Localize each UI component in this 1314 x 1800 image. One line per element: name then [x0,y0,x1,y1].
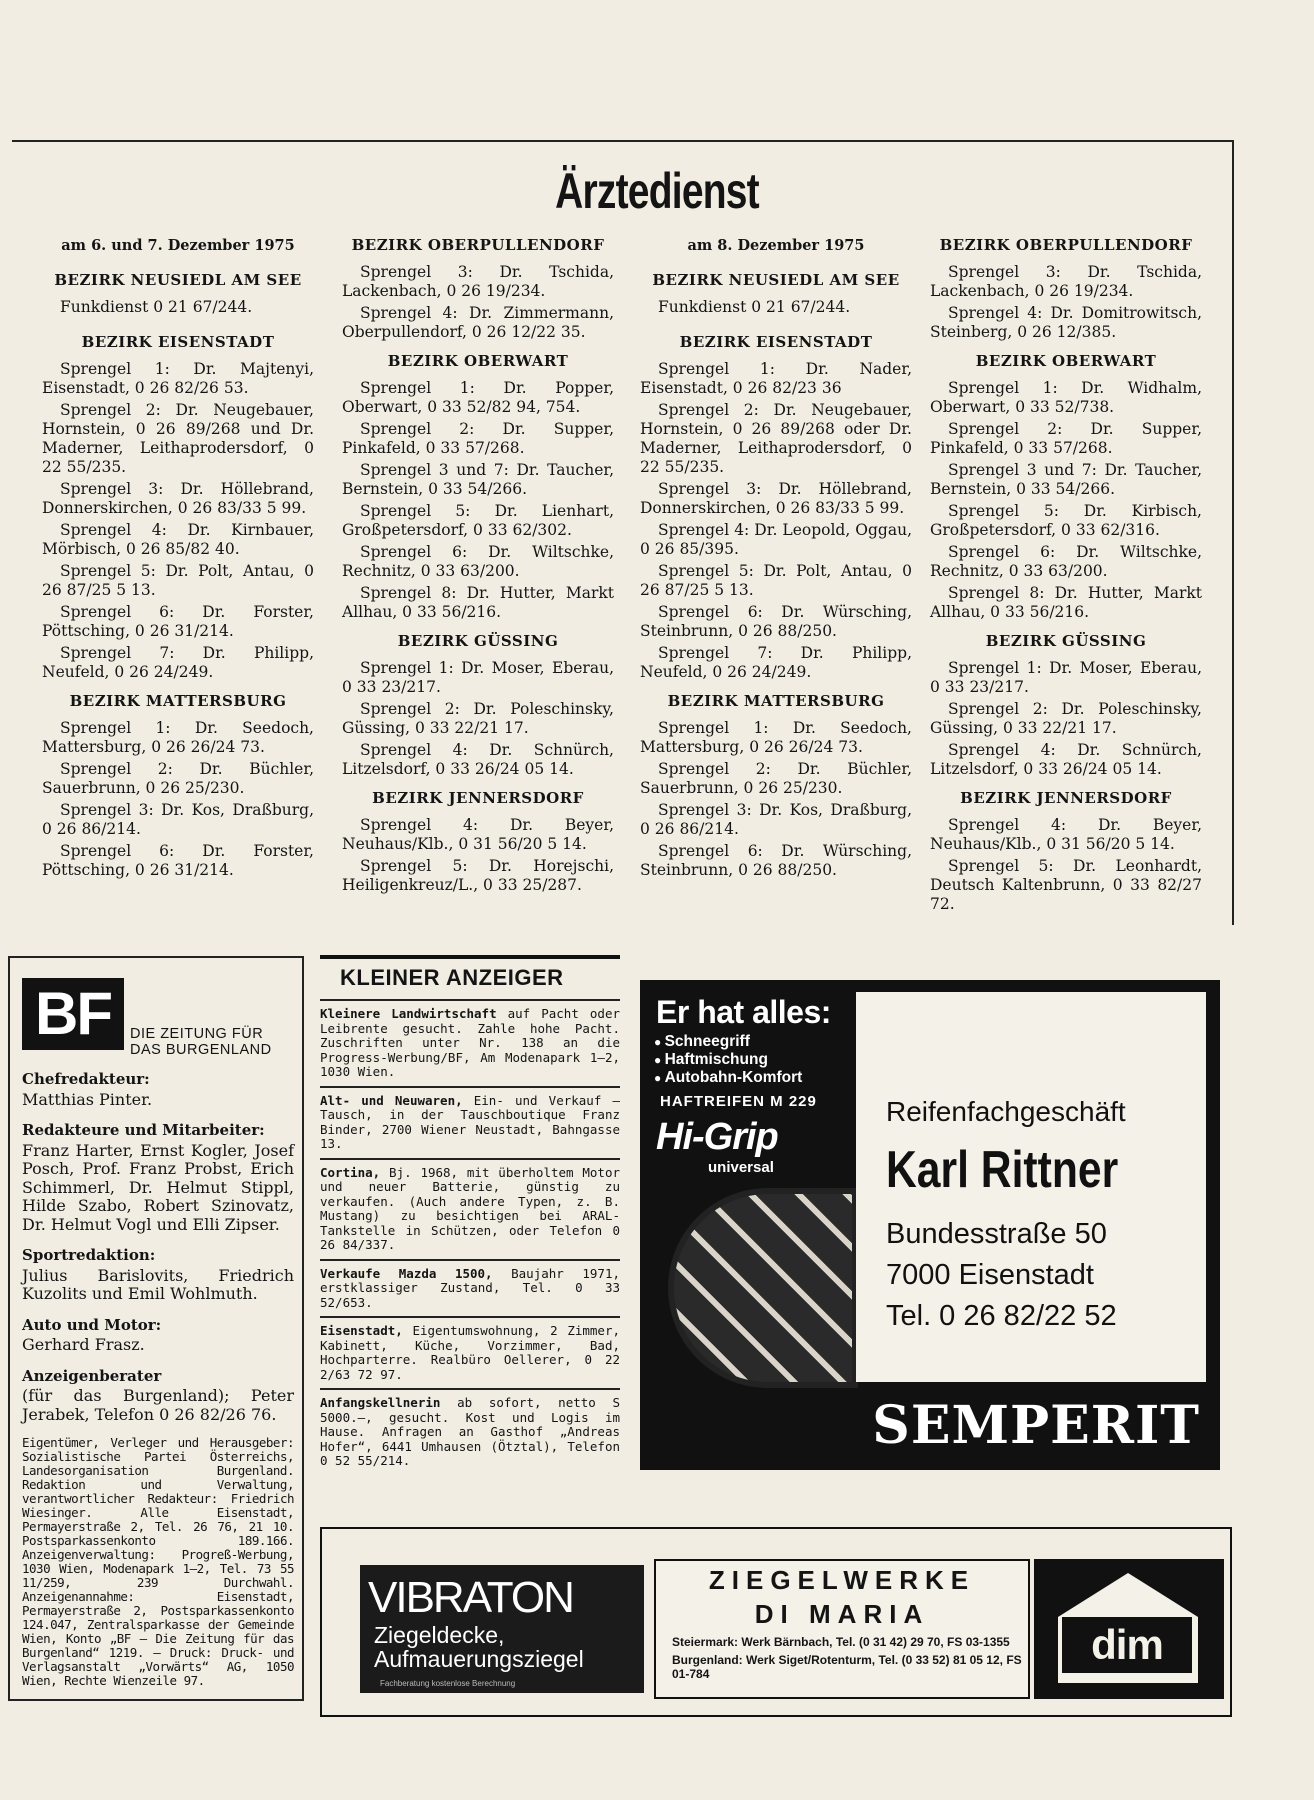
impressum-label: Redakteure und Mitarbeiter: [22,1121,265,1139]
doctor-entry: Sprengel 1: Dr. Nader, Eisenstadt, 0 26 82/23 36 [640,360,912,397]
doctor-entry: Sprengel 5: Dr. Kirbisch, Großpetersdorf, 0 33 62/316. [930,502,1202,539]
doctor-entry: Sprengel 1: Dr. Seedoch, Mattersburg, 0 26 26/24 73. [640,719,912,756]
page-title: Ärztedienst [555,163,759,219]
vibraton-line-1: Ziegeldecke, [374,1622,505,1648]
shop-type: Reifenfachgeschäft [886,1096,1126,1127]
doctor-entry: Sprengel 6: Dr. Wiltschke, Rechnitz, 0 33 63/200. [342,543,614,580]
rittner-ad [640,980,1220,1470]
doctor-entry: Sprengel 2: Dr. Supper, Pinkafeld, 0 33 57/268. [342,420,614,457]
vibraton-logo: VIBRATON [368,1573,573,1622]
doctor-entry: Sprengel 1: Dr. Seedoch, Mattersburg, 0 26 26/24 73. [42,719,314,756]
classified-body: ab sofort, netto S 5000.—, gesucht. Kost und Logis im Hause. Anfragen an Gasthof „Andreas Hofer“, 6441 Umhausen (Ötztal), Telefon 0 52 55/214. [320,1395,620,1468]
feature-item: ● Haftmischung [654,1051,852,1069]
doctor-entry: Sprengel 7: Dr. Philipp, Neufeld, 0 26 24/249. [640,644,912,681]
contact-burgenland: Burgenland: Werk Siget/Rotenturm, Tel. (0 33 52) 81 05 12, FS 01-784 [672,1653,1022,1681]
doctor-entry: Sprengel 4: Dr. Schnürch, Litzelsdorf, 0 33 26/24 05 14. [930,741,1202,778]
impressum-label: Auto und Motor: [22,1315,162,1334]
doctor-entry: Sprengel 1: Dr. Majtenyi, Eisenstadt, 0 26 82/26 53. [42,360,314,397]
doctor-entry: Sprengel 4: Dr. Leopold, Oggau, 0 26 85/395. [640,521,912,558]
kleiner-anzeiger-title: KLEINER ANZEIGER [320,955,620,999]
classified-lead: Cortina, [320,1164,381,1180]
classified-body: Eigentumswohnung, 2 Zimmer, Kabinett, Küche, Vorzimmer, Bad, Hochparterre. Realbüro Oellerer, 0 22 2/63 72 97. [320,1323,620,1382]
column-1 [42,236,314,883]
district-heading: BEZIRK OBERWART [975,352,1157,370]
shop-name: Karl Rittner [886,1141,1119,1199]
impressum-box [8,956,304,1701]
shop-city: 7000 Eisenstadt [886,1259,1094,1291]
doctor-entry: Sprengel 5: Dr. Polt, Antau, 0 26 87/25 5 13. [42,562,314,599]
doctor-entry: Sprengel 2: Dr. Büchler, Sauerbrunn, 0 26 25/230. [42,760,314,797]
classified-lead: Anfangskellnerin [320,1395,441,1410]
grip-sub: universal [708,1159,774,1176]
classified-ad [320,999,620,1086]
doctor-entry: Sprengel 3: Dr. Tschida, Lackenbach, 0 26 19/234. [930,263,1202,300]
doctor-entry: Sprengel 3: Dr. Höllebrand, Donnerskirchen, 0 26 83/33 5 99. [640,480,912,517]
district-heading: BEZIRK OBERPULLENDORF [351,236,605,254]
district-heading: BEZIRK OBERPULLENDORF [939,236,1193,254]
classified-ad [320,1388,620,1475]
feature-list [648,1033,852,1087]
masthead [22,978,294,1058]
district-heading: BEZIRK EISENSTADT [679,333,873,351]
doctor-entry: Sprengel 3: Dr. Tschida, Lackenbach, 0 26 19/234. [342,263,614,300]
impressum-text: Julius Barislovits, Friedrich Kuzolits und Emil Wohlmuth. [22,1265,294,1303]
doctor-entry: Sprengel 7: Dr. Philipp, Neufeld, 0 26 24/249. [42,644,314,681]
district-heading: BEZIRK NEUSIEDL AM SEE [54,271,302,289]
impressum-label: Anzeigenberater [22,1366,162,1385]
masthead-tagline [130,1026,272,1058]
doctor-entry: Funkdienst 0 21 67/244. [60,298,253,316]
district-heading: BEZIRK MATTERSBURG [69,692,287,710]
doctor-entry: Sprengel 1: Dr. Moser, Eberau, 0 33 23/217. [342,659,614,696]
doctor-entry: Sprengel 2: Dr. Poleschinsky, Güssing, 0 33 22/21 17. [342,700,614,737]
doctor-entry: Funkdienst 0 21 67/244. [658,298,851,316]
column-3 [640,236,912,883]
column-2 [342,236,614,898]
ad-headline: Er hat alles: [656,994,831,1030]
doctor-entry: Sprengel 1: Dr. Widhalm, Oberwart, 0 33 52/738. [930,379,1202,416]
classified-ad [320,1086,620,1158]
doctor-entry: Sprengel 5: Dr. Polt, Antau, 0 26 87/25 5 13. [640,562,912,599]
doctor-entry: Sprengel 8: Dr. Hutter, Markt Allhau, 0 33 56/216. [930,584,1202,621]
district-heading: BEZIRK JENNERSDORF [372,789,584,807]
date-heading: am 6. und 7. Dezember 1975 [61,237,295,254]
dim-logo-box [1034,1559,1224,1699]
doctor-entry: Sprengel 8: Dr. Hutter, Markt Allhau, 0 33 56/216. [342,584,614,621]
doctor-entry: Sprengel 1: Dr. Moser, Eberau, 0 33 23/217. [930,659,1202,696]
classified-lead: Eisenstadt, [320,1323,403,1338]
product-name: HAFTREIFEN M 229 [660,1093,817,1110]
classified-body: auf Pacht oder Leibrente gesucht. Zahle hohe Pacht. Zuschriften unter Nr. 138 an die Progress-Werbung/BF, Am Modenapark 1—2, 1030 Wien. [320,1006,620,1079]
company-box [654,1559,1030,1699]
classified-body: Baujahr 1971, erstklassiger Zustand, Tel. 0 33 52/653. [320,1265,620,1310]
impressum-blocks [22,1070,294,1424]
shop-phone: Tel. 0 26 82/22 52 [886,1300,1117,1332]
doctor-entry: Sprengel 4: Dr. Schnürch, Litzelsdorf, 0 33 26/24 05 14. [342,741,614,778]
impressum-label: Chefredakteur: [22,1070,150,1088]
impressum-text: Gerhard Frasz. [22,1335,145,1354]
doctor-entry: Sprengel 3 und 7: Dr. Taucher, Bernstein, 0 33 54/266. [342,461,614,498]
bf-logo: BF [22,978,124,1050]
doctor-entry: Sprengel 6: Dr. Würsching, Steinbrunn, 0 26 88/250. [640,603,912,640]
doctor-entry: Sprengel 6: Dr. Forster, Pöttsching, 0 26 31/214. [42,603,314,640]
classified-body: Ein- und Verkauf — Tausch, in der Tauschboutique Franz Binder, 2700 Wiener Neustadt, Bahngasse 13. [320,1092,620,1151]
doctor-entry: Sprengel 4: Dr. Beyer, Neuhaus/Klb., 0 31 56/20 5 14. [930,816,1202,853]
date-heading: am 8. Dezember 1975 [687,237,865,254]
doctor-entry: Sprengel 3 und 7: Dr. Taucher, Bernstein, 0 33 54/266. [930,461,1202,498]
doctor-entry: Sprengel 3: Dr. Höllebrand, Donnerskirchen, 0 26 83/33 5 99. [42,480,314,517]
company-name-2: DI MARIA [754,1599,930,1629]
doctor-entry: Sprengel 2: Dr. Neugebauer, Hornstein, 0 26 89/268 und Dr. Maderner, Leithaprodersdorf, 0 22 55/235. [42,401,314,476]
doctor-entry: Sprengel 2: Dr. Büchler, Sauerbrunn, 0 26 25/230. [640,760,912,797]
tire-panel [648,988,852,1384]
doctor-entry: Sprengel 6: Dr. Wiltschke, Rechnitz, 0 33 63/200. [930,543,1202,580]
doctor-entry: Sprengel 5: Dr. Horejschi, Heiligenkreuz/L., 0 33 25/287. [342,857,614,894]
district-heading: BEZIRK JENNERSDORF [960,789,1172,807]
district-heading: BEZIRK NEUSIEDL AM SEE [652,271,900,289]
doctor-entry: Sprengel 2: Dr. Supper, Pinkafeld, 0 33 57/268. [930,420,1202,457]
vibraton-footnote: Fachberatung kostenlose Berechnung [380,1679,516,1688]
classified-lead: Kleinere Landwirtschaft [320,1006,497,1021]
doctor-entry: Sprengel 2: Dr. Neugebauer, Hornstein, 0 26 89/268 oder Dr. Maderner, Leithaprodersdorf, 0 22 55/235. [640,401,912,476]
doctor-entry: Sprengel 4: Dr. Beyer, Neuhaus/Klb., 0 31 56/20 5 14. [342,816,614,853]
doctor-entry: Sprengel 3: Dr. Kos, Draßburg, 0 26 86/214. [42,801,314,838]
district-heading: BEZIRK MATTERSBURG [667,692,885,710]
doctor-entry: Sprengel 5: Dr. Leonhardt, Deutsch Kaltenbrunn, 0 33 82/27 72. [930,857,1202,913]
doctor-entry: Sprengel 4: Dr. Domitrowitsch, Steinberg, 0 26 12/385. [930,304,1202,341]
feature-item: ● Schneegriff [654,1033,852,1051]
tire-tread-icon [668,1188,858,1388]
classified-body: Bj. 1968, mit überholtem Motor und neuer Batterie, günstig zu verkaufen. (Auch andere Typen, z. B. Mustang) zu besichtigen bei ARAL-Tankstelle in Schützen, oder Telefon 0 26 84/337. [320,1164,620,1252]
vibraton-line-2: Aufmauerungsziegel [374,1646,584,1672]
shop-panel [856,992,1206,1382]
doctor-entry: Sprengel 5: Dr. Lienhart, Großpetersdorf, 0 33 62/302. [342,502,614,539]
shop-address [886,1214,1117,1337]
impressum-text: Matthias Pinter. [22,1089,153,1109]
classified-ad [320,1158,620,1259]
impressum-text: Franz Harter, Ernst Kogler, Josef Posch, Prof. Franz Probst, Erich Schimmerl, Dr. Helmut Stippl, Hilde Szabo, Robert Szinovatz, Dr. Helmut Vogl und Elli Zipser. [22,1140,294,1234]
doctor-entry: Sprengel 4: Dr. Kirnbauer, Mörbisch, 0 26 85/82 40. [42,521,314,558]
doctor-entry: Sprengel 6: Dr. Würsching, Steinbrunn, 0 26 88/250. [640,842,912,879]
classified-list [320,999,620,1475]
tagline-line-1: DIE ZEITUNG FÜR [130,1026,264,1042]
grip-brand: Hi-Grip [656,1116,778,1158]
classified-ad [320,1316,620,1388]
district-heading: BEZIRK EISENSTADT [81,333,275,351]
dim-logo: dim [1062,1617,1192,1673]
company-name-1: ZIEGELWERKE [708,1565,976,1595]
doctor-entry: Sprengel 2: Dr. Poleschinsky, Güssing, 0 33 22/21 17. [930,700,1202,737]
district-heading: BEZIRK GÜSSING [985,632,1147,650]
tagline-line-2: DAS BURGENLAND [130,1042,272,1058]
column-4 [930,236,1202,917]
doctor-entry: Sprengel 1: Dr. Popper, Oberwart, 0 33 52/82 94, 754. [342,379,614,416]
feature-item: ● Autobahn-Komfort [654,1069,852,1087]
semperit-logo: SEMPERIT [648,1390,1212,1464]
classified-lead: Alt- und Neuwaren, [320,1092,463,1108]
doctor-entry: Sprengel 4: Dr. Zimmermann, Oberpullendorf, 0 26 12/22 35. [342,304,614,341]
vibraton-panel [360,1565,644,1693]
impressum-text: (für das Burgenland); Peter Jerabek, Telefon 0 26 82/26 76. [22,1386,294,1424]
classified-lead: Verkaufe Mazda 1500, [320,1265,493,1281]
doctor-entry: Sprengel 3: Dr. Kos, Draßburg, 0 26 86/214. [640,801,912,838]
district-heading: BEZIRK GÜSSING [397,632,559,650]
doctor-entry: Sprengel 6: Dr. Forster, Pöttsching, 0 26 31/214. [42,842,314,879]
impressum-label: Sportredaktion: [22,1246,156,1264]
district-heading: BEZIRK OBERWART [387,352,569,370]
shop-street: Bundesstraße 50 [886,1218,1107,1250]
impressum-fine-print: Eigentümer, Verleger und Herausgeber: Sozialistische Partei Österreichs, Landesorganisation Burgenland. Redaktion und Verwaltung, verantwortlicher Redakteur: Friedrich Wiesinger. Alle Eisenstadt, Permayerstraße 2, Tel. 26 76, 21 10. Postsparkassenkonto 189.166. Anzeigenverwaltung: Progreß-Werbung, 1030 Wien, Modenapark 1—2, Tel. 73 55 11/259, 239 Durchwahl. Anzeigenannahme: Eisenstadt, Permayerstraße 2, Postsparkassenkonto 124.047, Zentralsparkasse der Gemeinde Wien, Konto „BF — Die Zeitung für das Burgenland“ 1219. — Druck: Druck- und Verlagsanstalt „Vorwärts“ AG, 1050 Wien, Rechte Wienzeile 97. [22,1435,294,1688]
contact-styria: Steiermark: Werk Bärnbach, Tel. (0 31 42) 29 70, FS 03-1355 [672,1635,1010,1649]
ziegelwerke-ad [320,1527,1232,1717]
kleiner-anzeiger [320,955,620,1475]
classified-ad [320,1259,620,1317]
